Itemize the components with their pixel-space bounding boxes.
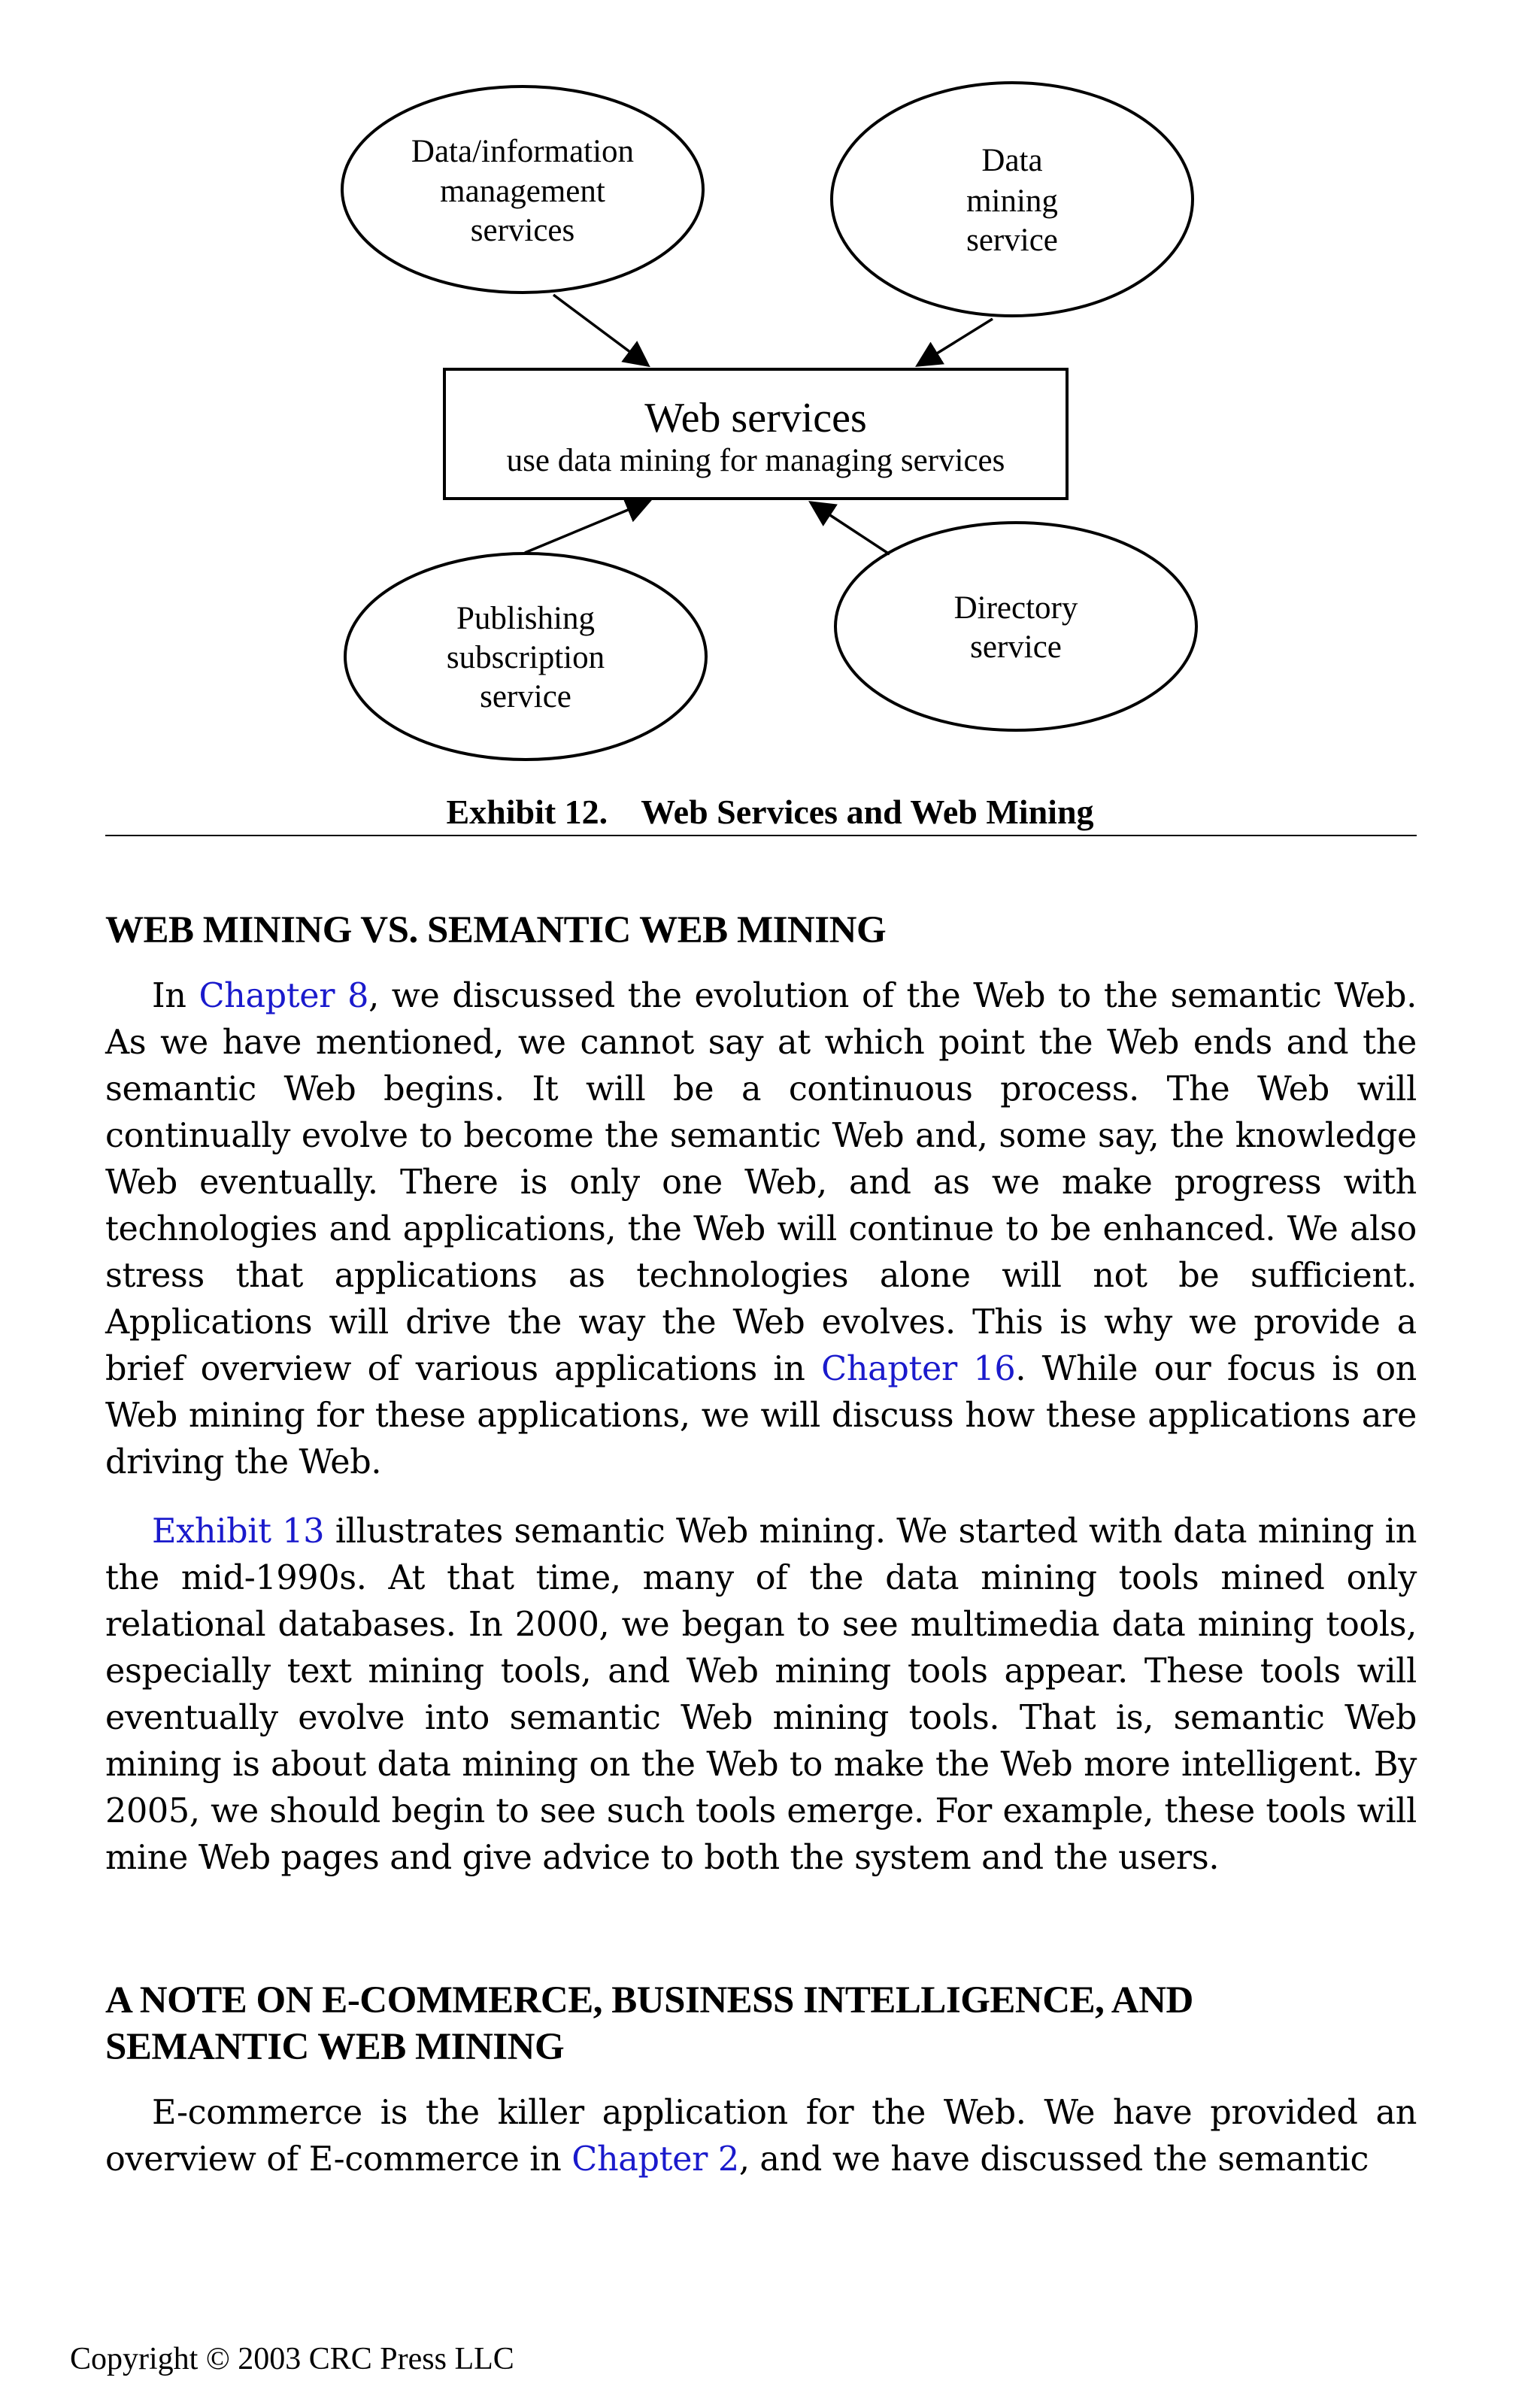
arrow-data-mining-to-web-services [917, 319, 993, 365]
arrow-directory-to-web-services [811, 502, 890, 554]
chapter-16-link[interactable]: Chapter 16 [821, 1350, 1016, 1388]
node-data-mining-line2: mining [966, 183, 1058, 219]
caption-number: Exhibit 12. [446, 793, 608, 831]
paragraph: In Chapter 8, we discussed the evolution of the Web to the semantic Web. As we have mentioned, we cannot say at which point the Web ends and the semantic Web begins. It will be a continuous process. The Web will continually evolve to become the semantic Web and, some say, the knowledge Web eventually. There is only one Web, and as we make progress with technologies and applications, the Web will continue to be enhanced. We also stress that applications as technologies alone will not be sufficient. Applications will drive the way the Web evolves. This is why we provide a brief overview of various applications in Chapter 16. While our focus is on Web mining for these applications, we will discuss how these applications are driving the Web. [105, 977, 1417, 1481]
section-e-commerce-note [105, 1977, 1417, 2183]
arrow-data-information-to-web-services [553, 295, 648, 365]
exhibit-12-figure [0, 0, 1540, 842]
copyright-footer: Copyright © 2003 CRC Press LLC [70, 2342, 514, 2376]
chapter-8-link[interactable]: Chapter 8 [199, 977, 369, 1015]
node-data-mining-line1: Data [981, 143, 1043, 178]
node-data-information-management-line3: services [470, 213, 575, 248]
section-web-mining [105, 907, 1417, 1882]
node-publishing-subscription-line1: Publishing [456, 601, 595, 636]
exhibit-13-link[interactable]: Exhibit 13 [152, 1512, 325, 1551]
paragraph: Exhibit 13 illustrates semantic Web mining. We started with data mining in the mid-1990s. At that time, many of the data mining tools mined only relational databases. In 2000, we began to see multimedia data mining tools, especially text mining tools, and Web mining tools appear. These tools will eventually evolve into semantic Web mining tools. That is, semantic Web mining is about data mining on the Web to make the Web more intelligent. By 2005, we should begin to see such tools emerge. For example, these tools will mine Web pages and give advice to both the system and the users. [105, 1512, 1417, 1877]
web-services-diagram [0, 0, 1540, 790]
node-data-mining-line3: service [966, 223, 1058, 258]
section-heading: A NOTE ON E-COMMERCE, BUSINESS INTELLIGENCE, AND SEMANTIC WEB MINING [105, 1979, 1193, 2068]
node-directory-line1: Directory [953, 590, 1078, 626]
chapter-2-link[interactable]: Chapter 2 [571, 2140, 739, 2179]
web-services-title: Web services [644, 395, 867, 441]
caption-rule [105, 835, 1417, 836]
web-services-subtitle: use data mining for managing services [506, 443, 1005, 478]
node-data-information-management-line2: management [440, 174, 605, 209]
section-heading: WEB MINING VS. SEMANTIC WEB MINING [105, 909, 887, 951]
node-data-information-management-line1: Data/information [411, 134, 635, 169]
caption-title: Web Services and Web Mining [641, 793, 1094, 831]
node-directory-line2: service [970, 629, 1062, 665]
figure-caption [0, 792, 1540, 832]
node-publishing-subscription-line3: service [480, 679, 571, 714]
node-publishing-subscription-line2: subscription [446, 640, 605, 675]
paragraph: E-commerce is the killer application for the Web. We have provided an overview of E-commerce in Chapter 2, and we have discussed the semantic [105, 2094, 1417, 2179]
arrow-publishing-to-web-services [525, 501, 650, 553]
